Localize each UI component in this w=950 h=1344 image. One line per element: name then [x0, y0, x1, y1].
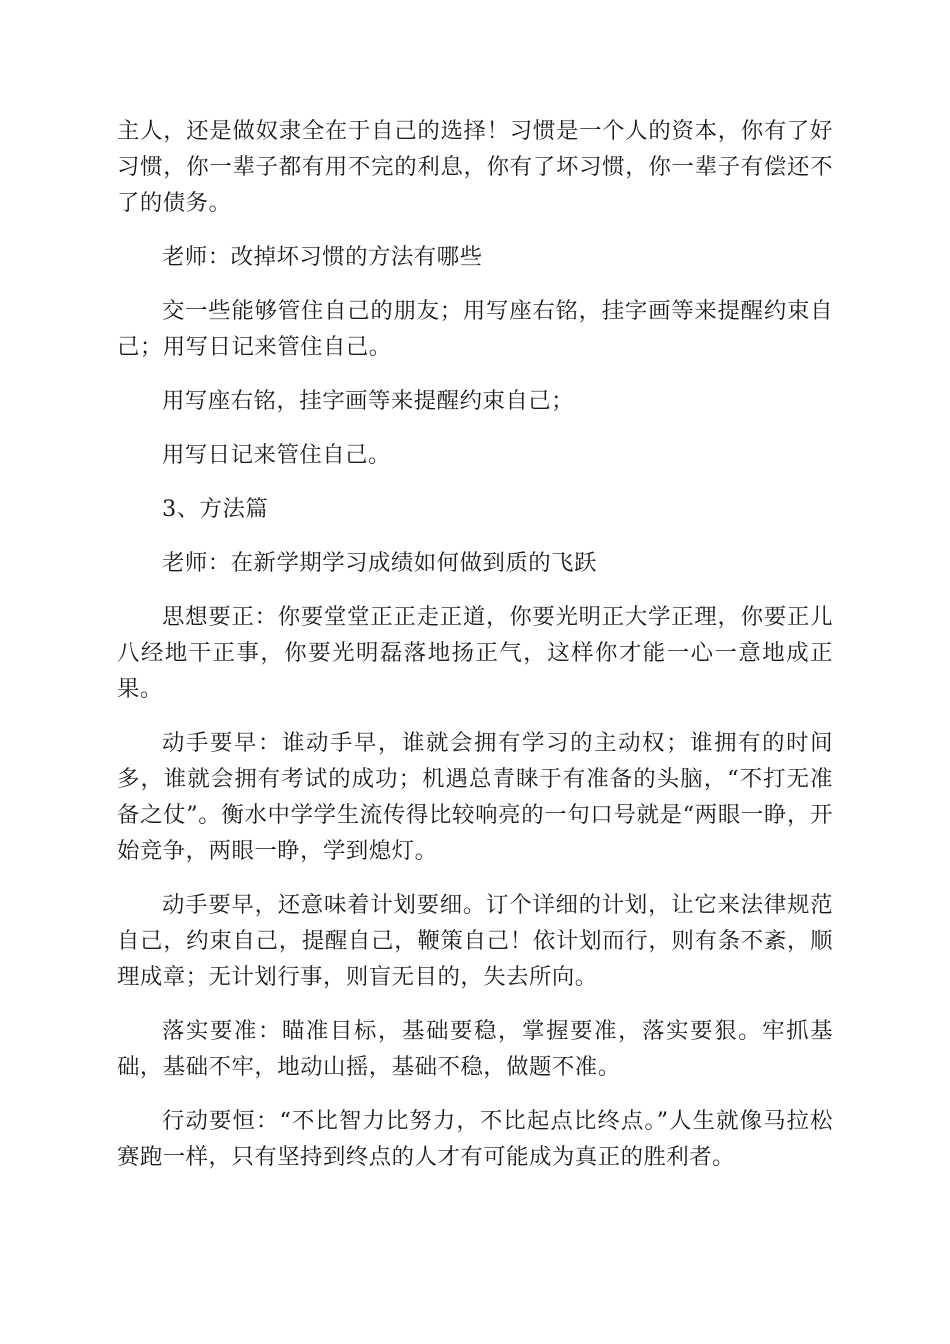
paragraph-4: 用写座右铭，挂字画等来提醒约束自己；: [162, 388, 575, 414]
paragraph-8: 思想要正：你要堂堂正正走正道，你要光明正大学正理，你要正儿八经地干正事，你要光明磊落地扬正气，这样你才能一心一意地成正果。: [117, 604, 833, 702]
paragraph-12: 行动要恒：“不比智力比努力，不比起点比终点。”人生就像马拉松赛跑一样，只有坚持到终点的人才有可能成为真正的胜利者。: [117, 1108, 833, 1170]
section-heading: 3、方法篇: [162, 496, 269, 522]
paragraph-9: 动手要早：谁动手早，谁就会拥有学习的主动权；谁拥有的时间多，谁就会拥有考试的成功；机遇总青睐于有准备的头脑，“不打无准备之仗”。衡水中学学生流传得比较响亮的一句口号就是“两眼一睁，开始竞争，两眼一睁，学到熄灯。: [117, 730, 833, 864]
paragraph-2: 老师：改掉坏习惯的方法有哪些: [162, 244, 483, 270]
paragraph-7: 老师：在新学期学习成绩如何做到质的飞跃: [162, 550, 597, 576]
paragraph-5: 用写日记来管住自己。: [162, 442, 391, 468]
paragraph-11: 落实要准：瞄准目标，基础要稳，掌握要准，落实要狠。牢抓基础，基础不牢，地动山摇，基础不稳，做题不准。: [117, 1018, 833, 1080]
paragraph-1: 主人，还是做奴隶全在于自己的选择！习惯是一个人的资本，你有了好习惯，你一辈子都有用不完的利息，你有了坏习惯，你一辈子有偿还不了的债务。: [117, 118, 833, 216]
paragraph-3: 交一些能够管住自己的朋友；用写座右铭，挂字画等来提醒约束自己；用写日记来管住自己。: [117, 298, 833, 360]
paragraph-10: 动手要早，还意味着计划要细。订个详细的计划，让它来法律规范自己，约束自己，提醒自己，鞭策自己！依计划而行，则有条不紊，顺理成章；无计划行事，则盲无目的，失去所向。: [117, 892, 833, 990]
document-body: [117, 113, 833, 1193]
